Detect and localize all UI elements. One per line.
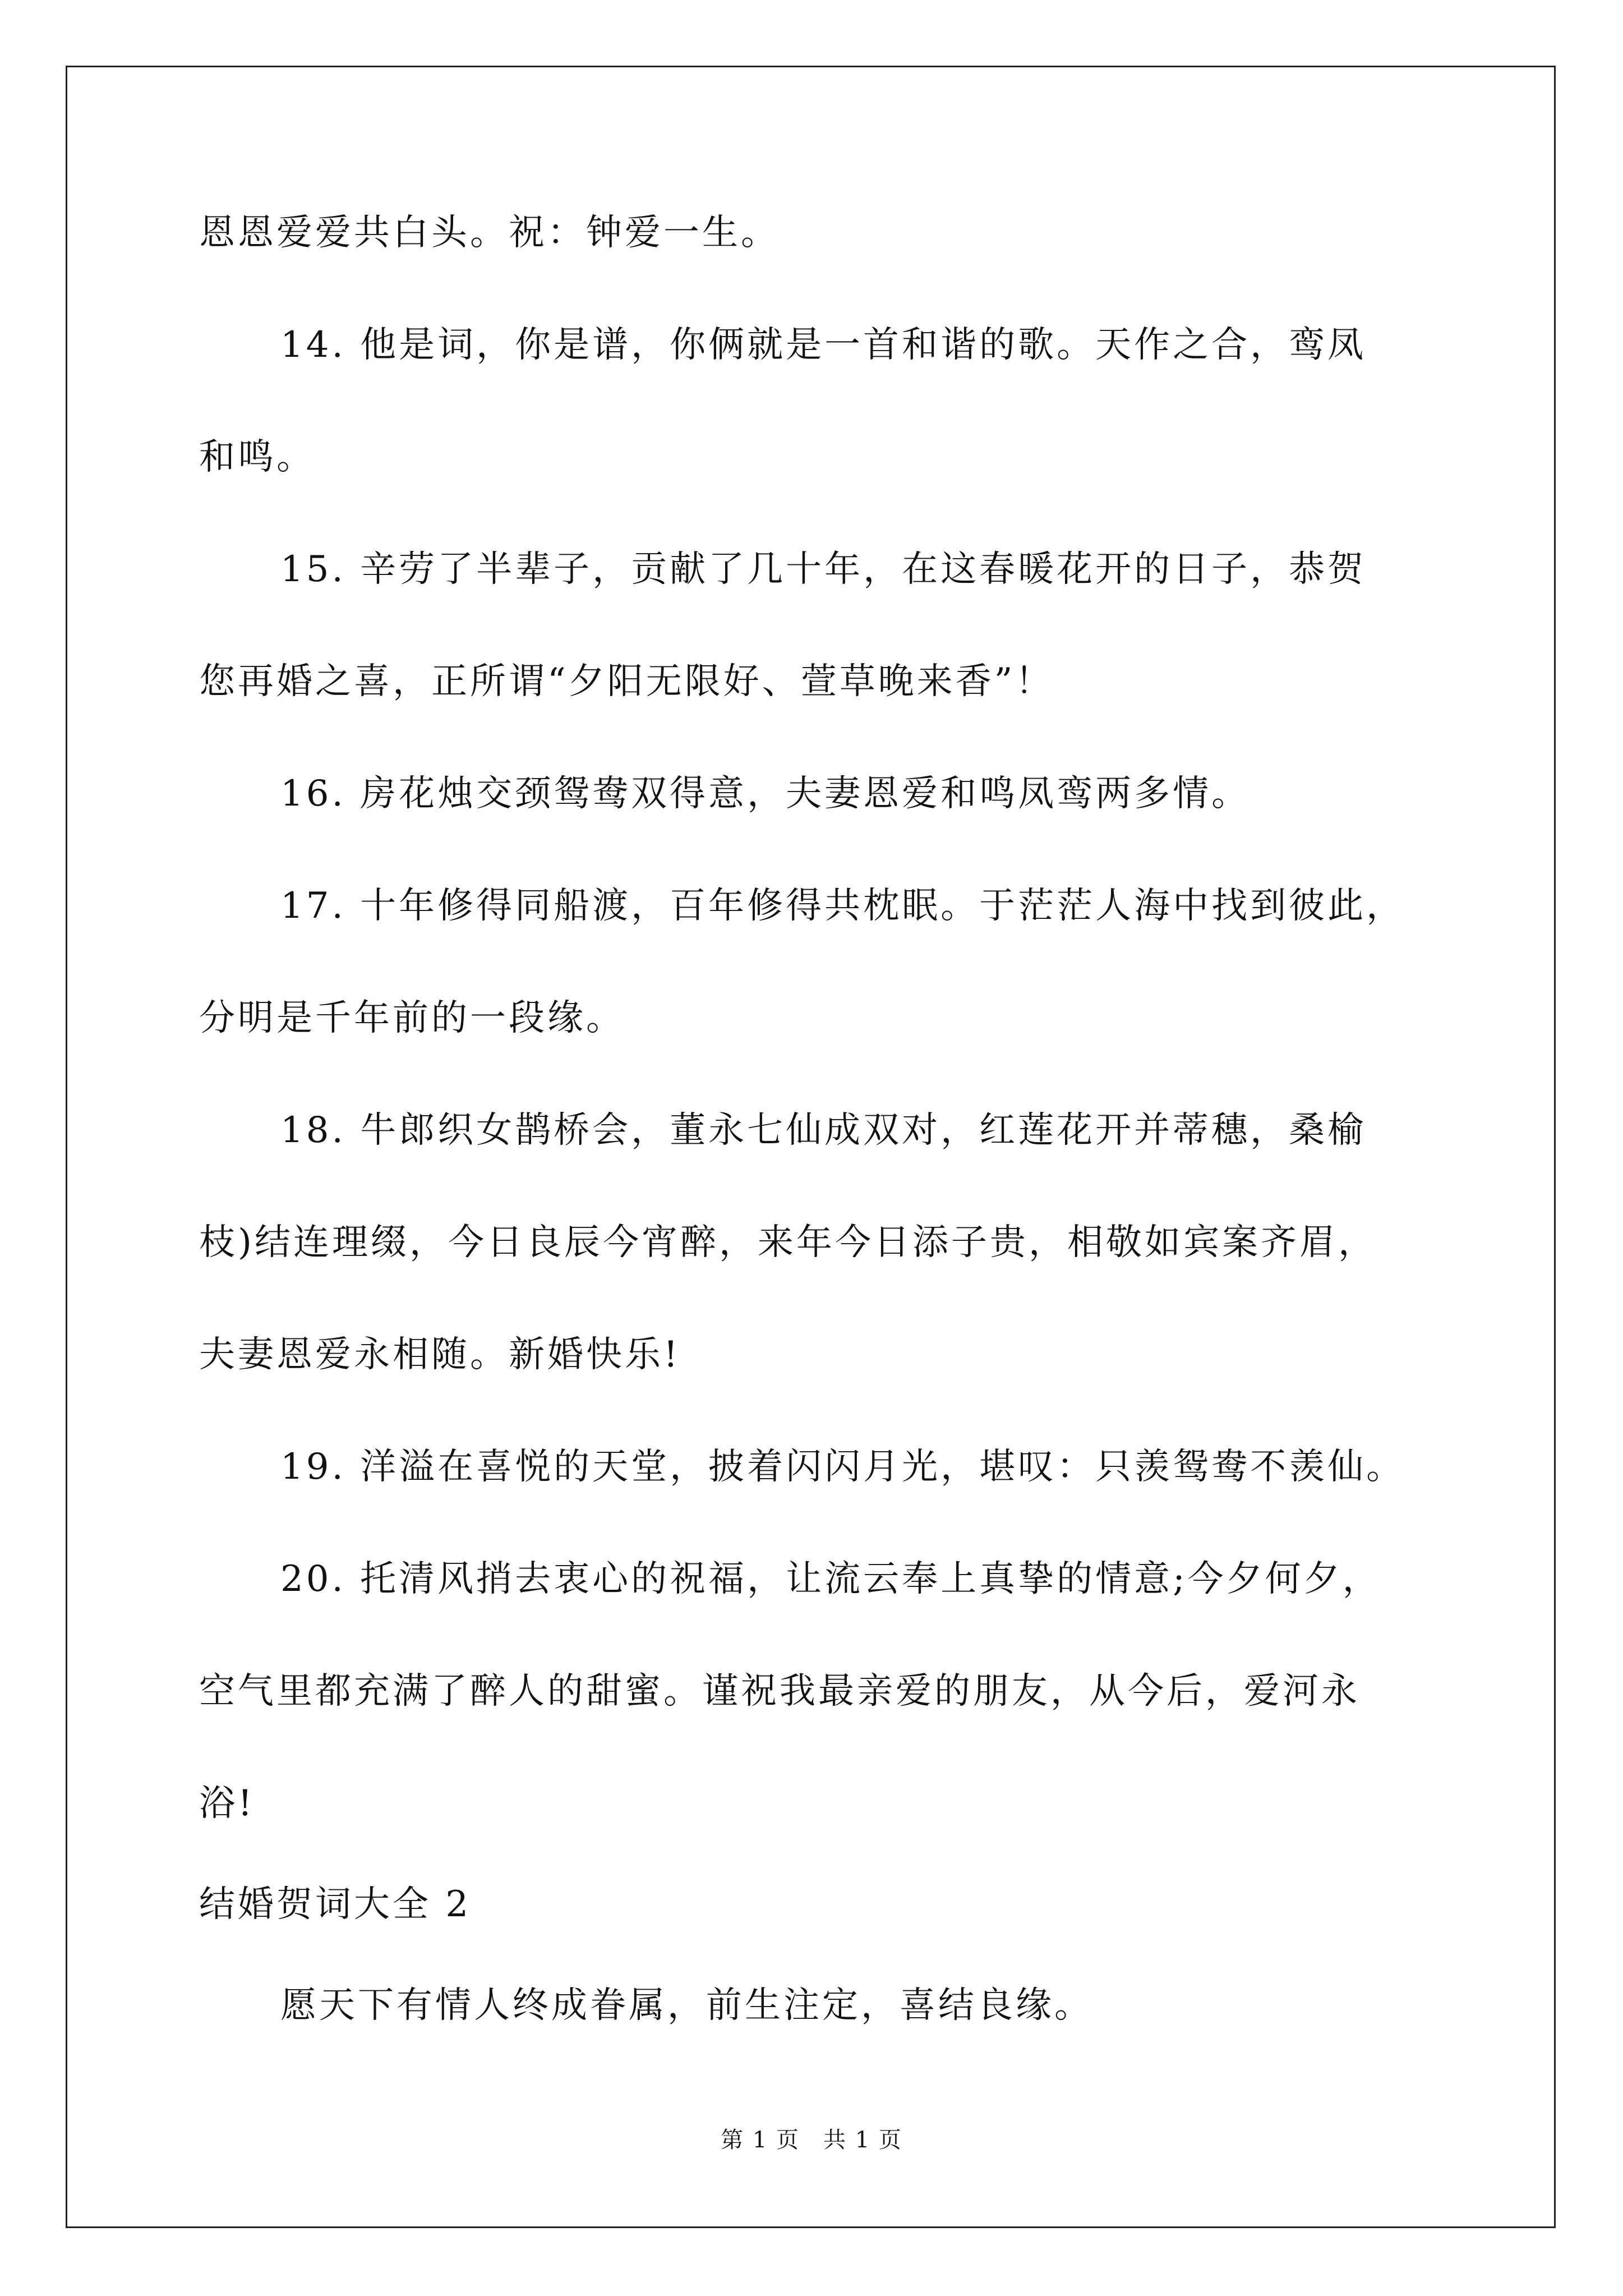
text-line: 夫妻恩爱永相随。新婚快乐! bbox=[199, 1334, 681, 1375]
text-line: 16. 房花烛交颈鸳鸯双得意，夫妻恩爱和鸣凤鸾两多情。 bbox=[280, 773, 1251, 815]
text-line: 愿天下有情人终成眷属，前生注定，喜结良缘。 bbox=[280, 1985, 1093, 2026]
page-footer: 第 1 页 共 1 页 bbox=[721, 2127, 902, 2153]
text-line: 和鸣。 bbox=[199, 436, 315, 478]
text-line: 20. 托清风捎去衷心的祝福，让流云奉上真挚的情意;今夕何夕， bbox=[280, 1558, 1381, 1600]
text-line: 18. 牛郎织女鹊桥会，董永七仙成双对，红莲花开并蒂穗，桑榆 bbox=[280, 1110, 1367, 1151]
text-line: 14. 他是词，你是谱，你俩就是一首和谐的歌。天作之合，鸾凤 bbox=[280, 324, 1367, 366]
text-line: 枝)结连理缀，今日良辰今宵醉，来年今日添子贵，相敬如宾案齐眉， bbox=[199, 1222, 1377, 1263]
text-line: 恩恩爱爱共白头。祝：钟爱一生。 bbox=[199, 212, 780, 254]
text-line: 您再婚之喜，正所谓“夕阳无限好、萱草晚来香”！ bbox=[199, 661, 1054, 702]
text-line: 分明是千年前的一段缘。 bbox=[199, 997, 625, 1039]
text-line: 15. 辛劳了半辈子，贡献了几十年，在这春暖花开的日子，恭贺 bbox=[280, 549, 1367, 590]
text-line: 17. 十年修得同船渡，百年修得共枕眠。于茫茫人海中找到彼此， bbox=[280, 885, 1405, 927]
text-line: 浴! bbox=[199, 1783, 255, 1824]
section-heading: 结婚贺词大全 2 bbox=[199, 1884, 472, 1925]
text-line: 19. 洋溢在喜悦的天堂，披着闪闪月光，堪叹：只羡鸳鸯不羡仙。 bbox=[280, 1446, 1405, 1488]
text-line: 空气里都充满了醉人的甜蜜。谨祝我最亲爱的朋友，从今后，爱河永 bbox=[199, 1671, 1360, 1712]
